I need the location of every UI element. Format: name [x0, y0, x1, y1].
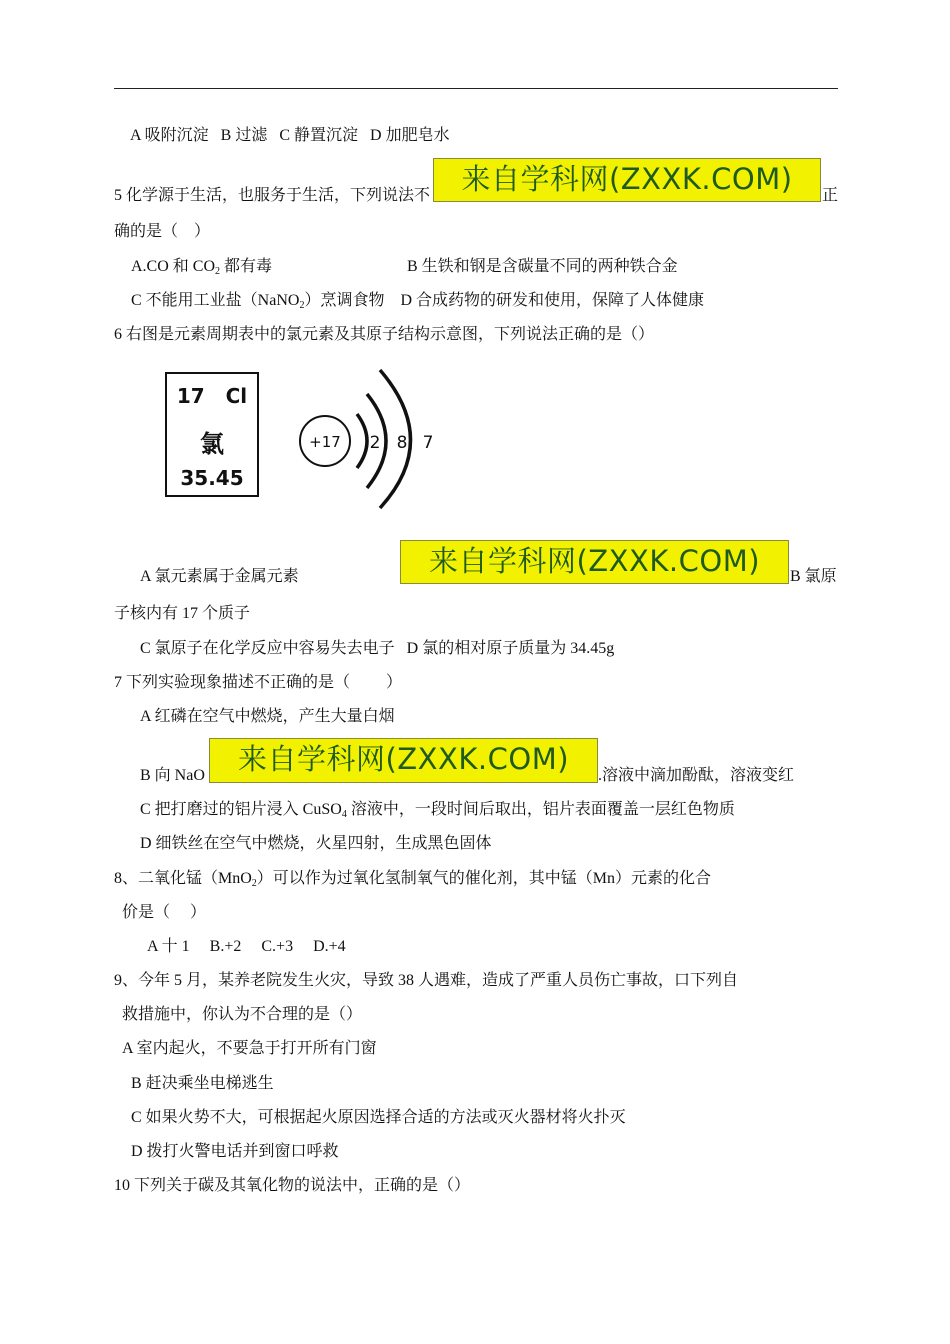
shell-1-count: 2 [369, 433, 381, 453]
atom-structure-diagram [295, 362, 445, 512]
watermark-banner-3: 来自学科网(ZXXK.COM) [209, 738, 598, 783]
element-number-symbol: 17 Cl [176, 384, 248, 408]
q5-option-b: B 生铁和钢是含碳量不同的两种铁合金 [407, 258, 678, 275]
shell-2-count: 8 [396, 433, 408, 453]
q8-stem-2: 价是（ ） [122, 904, 207, 921]
q9-stem-2: 救措施中，你认为不合理的是（） [122, 1006, 363, 1023]
q7-stem: 7 下列实验现象描述不正确的是（ ） [114, 674, 403, 691]
q10-stem: 10 下列关于碳及其氧化物的说法中，正确的是（） [114, 1177, 471, 1194]
q8-stem: 8、二氧化锰（MnO$_2$）可以作为过氧化氢制氧气的催化剂，其中锰（Mn）元素的化合 [114, 870, 712, 889]
q7-option-a: A 红磷在空气中燃烧，产生大量白烟 [140, 708, 395, 725]
q8-options: A 十 1 B.+2 C.+3 D.+4 [147, 938, 346, 955]
q9-option-c: C 如果火势不大，可根据起火原因选择合适的方法或灭火器材将火扑灭 [131, 1109, 626, 1126]
element-name: 氯 [200, 430, 224, 458]
q9-option-a: A 室内起火，不要急于打开所有门窗 [122, 1040, 377, 1057]
q4-options: A 吸附沉淀 B 过滤 C 静置沉淀 D 加肥皂水 [130, 127, 450, 144]
header-rule [114, 88, 838, 89]
q9-option-d: D 拨打火警电话并到窗口呼救 [131, 1143, 339, 1160]
q5-stem-2: 确的是（ ） [114, 223, 211, 240]
element-mass: 35.45 [180, 466, 244, 490]
q6-option-b-end: 子核内有 17 个质子 [114, 605, 251, 622]
q6-stem: 6 右图是元素周期表中的氯元素及其原子结构示意图，下列说法正确的是（） [114, 326, 655, 343]
q5-stem-1: 5 化学源于生活，也服务于生活，下列说法不 [114, 187, 431, 204]
q7-option-d: D 细铁丝在空气中燃烧，火星四射，生成黑色固体 [140, 835, 492, 852]
q9-stem: 9、今年 5 月，某养老院发生火灾，导致 38 人遇难，造成了严重人员伤亡事故，口下列自 [114, 972, 739, 989]
q5-options-cd: C 不能用工业盐（NaNO$_2$）烹调食物 D 合成药物的研发和使用，保障了人体健康 [131, 292, 705, 311]
q6-options-cd: C 氯原子在化学反应中容易失去电子 D 氯的相对原子质量为 34.45g [140, 640, 615, 657]
q7-option-b-end: .溶液中滴加酚酞，溶液变红 [598, 767, 795, 784]
q5-option-a: A.CO 和 $CO_2$ 都有毒 [131, 258, 273, 277]
q7-option-c: C 把打磨过的铝片浸入 CuSO$_4$ 溶液中，一段时间后取出，铝片表面覆盖一层红色物质 [140, 801, 735, 820]
element-card [165, 372, 259, 497]
nucleus-charge: +17 [309, 433, 341, 451]
q6-option-a: A 氯元素属于金属元素 [140, 568, 299, 585]
electron-shell-1 [357, 414, 367, 468]
q7-option-b-start: B 向 NaO [140, 767, 205, 784]
q5-stem-end: 正 [822, 187, 839, 204]
q9-option-b: B 赶决乘坐电梯逃生 [131, 1075, 274, 1092]
watermark-banner-1: 来自学科网(ZXXK.COM) [433, 158, 821, 202]
shell-3-count: 7 [422, 433, 434, 453]
watermark-banner-2: 来自学科网(ZXXK.COM) [400, 540, 789, 584]
q6-option-b-start: B 氯原 [790, 568, 837, 585]
